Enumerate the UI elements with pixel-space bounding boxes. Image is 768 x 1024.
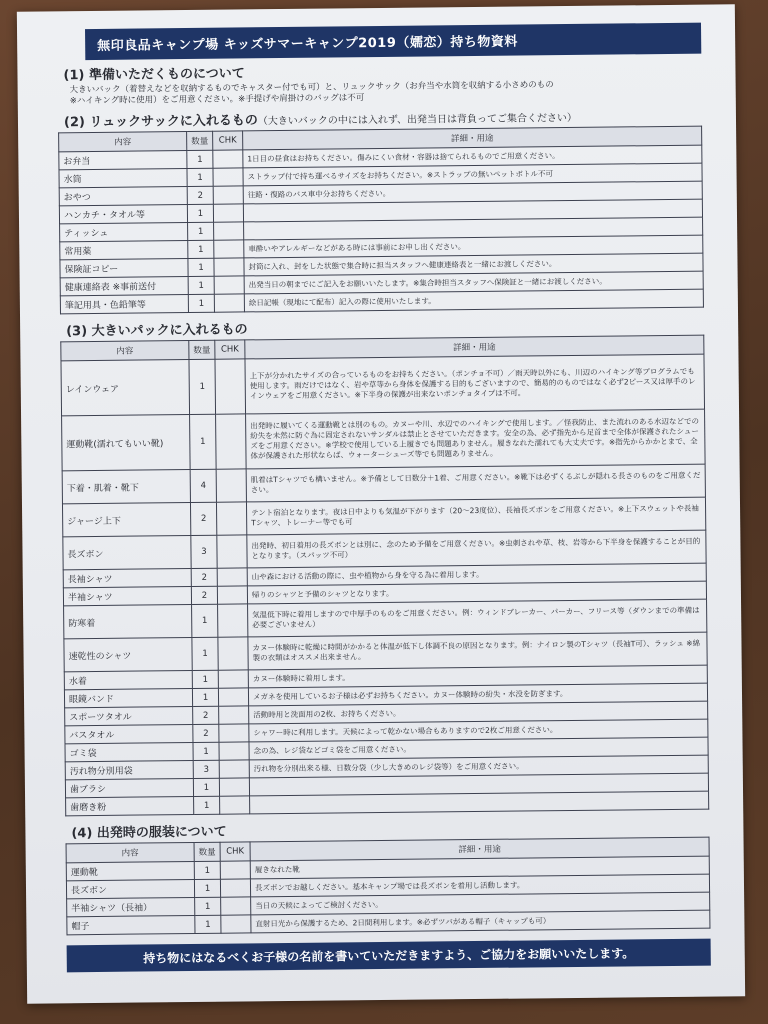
item-cell: 半袖シャツ（長袖）: [67, 897, 195, 916]
section4-title: (4) 出発時の服装について: [71, 824, 227, 842]
qty-cell: 1: [192, 670, 218, 688]
chk-cell[interactable]: [217, 568, 247, 586]
col-chk-header: CHK: [215, 340, 245, 359]
col-detail-header: 詳細・用途: [243, 126, 702, 150]
item-cell: おやつ: [59, 187, 187, 206]
detail-cell: 1日目の昼食はお持ちください。傷みにくい食材・容器は捨てられるものでご用意ください。: [243, 145, 702, 168]
item-cell: 筆記用具・色鉛筆等: [60, 295, 188, 314]
chk-cell[interactable]: [220, 796, 250, 814]
detail-cell: 車酔いやアレルギーなどがある時には事前にお申し出ください。: [244, 235, 703, 258]
chk-cell[interactable]: [218, 688, 248, 706]
detail-cell: 汚れ物を分別出来る様、日数分袋（少し大きめのレジ袋等）をご用意ください。: [249, 755, 708, 778]
chk-cell[interactable]: [219, 760, 249, 778]
section4-rows: [66, 856, 710, 935]
chk-cell[interactable]: [219, 706, 249, 724]
qty-cell: 1: [188, 258, 214, 276]
col-qty-header: 数量: [187, 131, 213, 150]
section3-rows: [61, 354, 709, 816]
col-item-header: 内容: [66, 842, 194, 862]
qty-cell: 1: [194, 796, 220, 814]
section2-title-text: (2) リュックサックに入れるもの: [63, 113, 258, 131]
section2-rows: [59, 145, 704, 314]
chk-cell[interactable]: [220, 861, 250, 879]
chk-cell[interactable]: [218, 637, 248, 670]
qty-cell: 1: [187, 150, 213, 168]
item-cell: ジャージ上下: [62, 502, 190, 536]
item-cell: 水筒: [59, 169, 187, 188]
chk-cell[interactable]: [218, 604, 248, 637]
qty-cell: 1: [188, 240, 214, 258]
document-sheet: [17, 4, 745, 1003]
chk-cell[interactable]: [218, 670, 248, 688]
item-cell: 水着: [64, 670, 192, 689]
document-title: 無印良品キャンプ場 キッズサマーキャンプ2019（嬬恋）持ち物資料: [85, 23, 701, 60]
item-cell: バスタオル: [65, 724, 193, 743]
chk-cell[interactable]: [213, 186, 243, 204]
detail-cell: 長ズボンでお越しください。基本キャンプ場では長ズボンを着用し活動します。: [250, 874, 709, 897]
chk-cell[interactable]: [221, 897, 251, 915]
qty-cell: 2: [193, 706, 219, 724]
detail-cell: [250, 791, 709, 814]
col-chk-header: CHK: [213, 131, 243, 150]
col-item-header: 内容: [59, 132, 187, 152]
detail-cell: 往路・復路のバス車中分お持ちください。: [243, 181, 702, 204]
item-cell: 運動靴(濡れてもいい靴): [62, 414, 191, 470]
chk-cell[interactable]: [214, 258, 244, 276]
table-row: [62, 409, 706, 471]
detail-cell: 出発時に履いてくる運動靴とは別のもの。カヌーや川、水辺でのハイキングで使用します。／怪我防止、また流れのある水辺などでの紛失を未然に防ぐ為に固定されないサンダルは禁止とさせていただきます。安全の為、必ず指先から足首まで全体が保護されたシューズをご用意ください。※学校で使用している上履きでも問題ありません。履きなれた濡れても大丈夫です。※指先からかかとまで、全体が保護された形状ならば、ウォーターシューズ等でも問題ありません。: [246, 409, 706, 469]
item-cell: 健康連絡表 ※事前送付: [60, 277, 188, 296]
item-cell: 長袖シャツ: [63, 568, 191, 587]
item-cell: 半袖シャツ: [63, 586, 191, 605]
chk-cell[interactable]: [217, 535, 247, 568]
section1-line-1: 大きいバック（着替えなどを収納するものでキャスター付でも可）と、リュックサック（お弁当や水筒を収納する小さめのもの: [69, 80, 554, 96]
item-cell: 速乾性のシャツ: [64, 637, 192, 671]
item-cell: 汚れ物分別用袋: [65, 760, 193, 779]
qty-cell: 2: [187, 186, 213, 204]
chk-cell[interactable]: [214, 276, 244, 294]
detail-cell: ストラップ付で持ち運べるサイズをお持ちください。※ストラップの無いペットボトル不可: [243, 163, 702, 186]
item-cell: ゴミ袋: [65, 742, 193, 761]
item-cell: 歯ブラシ: [65, 778, 193, 797]
footer-banner: 持ち物にはなるべくお子様の名前を書いていただきますよう、ご協力をお願いいたします。: [67, 939, 711, 973]
section1-title: (1) 準備いただくものについて: [63, 66, 245, 84]
chk-cell[interactable]: [219, 742, 249, 760]
chk-cell[interactable]: [220, 879, 250, 897]
qty-cell: 1: [188, 294, 214, 312]
table-row: [61, 354, 705, 416]
detail-cell: 気温低下時に着用しますので中厚手のものをご用意ください。例：ウィンドブレーカー、パーカー、フリース等（ダウンまでの準備は必要ございません）: [248, 599, 707, 637]
detail-cell: 絵日記帳（現地にて配布）記入の際に使用いたします。: [244, 289, 703, 312]
item-cell: 保険証コピー: [60, 259, 188, 278]
qty-cell: 4: [190, 469, 216, 502]
chk-cell[interactable]: [213, 150, 243, 168]
col-chk-header: CHK: [220, 842, 250, 861]
qty-cell: 1: [187, 204, 213, 222]
chk-cell[interactable]: [217, 586, 247, 604]
detail-cell: 帰りのシャツと予備のシャツとなります。: [247, 581, 706, 604]
item-cell: 運動靴: [66, 861, 194, 880]
chk-cell[interactable]: [213, 204, 243, 222]
chk-cell[interactable]: [216, 469, 246, 502]
item-cell: 長ズボン: [66, 879, 194, 898]
detail-cell: 履きなれた靴: [250, 856, 709, 879]
item-cell: 防寒着: [64, 604, 192, 638]
item-cell: 下着・肌着・靴下: [62, 469, 190, 503]
col-item-header: 内容: [61, 341, 189, 361]
detail-cell: テント宿泊となります。夜は日中よりも気温が下がります（20～23度位）、長袖長ズボンをご用意ください。※上下スウェットや長袖Tシャツ、トレーナー等でも可: [246, 497, 705, 535]
chk-cell[interactable]: [219, 778, 249, 796]
chk-cell[interactable]: [214, 240, 244, 258]
qty-cell: 1: [188, 222, 214, 240]
col-detail-header: 詳細・用途: [245, 335, 704, 359]
section2-note: （大きいバックの中には入れず、出発当日は背負ってご集合ください）: [257, 112, 578, 128]
section1-line-2: ※ハイキング時に使用）をご用意ください。※手提げや肩掛けのバッグは不可: [69, 93, 365, 107]
qty-cell: 1: [192, 604, 218, 637]
detail-cell: 念の為、レジ袋などゴミ袋をご用意ください。: [249, 737, 708, 760]
qty-cell: 1: [190, 414, 217, 469]
qty-cell: 1: [192, 688, 218, 706]
detail-cell: 出発時、初日着用の長ズボンとは別に、念のため予備をご用意ください。※虫刺されや草、枝、岩等から下半身を保護することが目的となります。（スパッツ不可）: [247, 530, 706, 568]
item-cell: スポーツタオル: [65, 706, 193, 725]
qty-cell: 1: [194, 879, 220, 897]
item-cell: レインウェア: [61, 360, 190, 416]
detail-cell: 上下が分かれたサイズの合っているものをお持ちください。（ポンチョ不可）／雨天時以外にも、川辺のハイキング等プログラムでも使用します。雨だけではなく、岩や草等から身体を保護する目的もございますので、簡易的のものではなく必ず2ピース又は厚手のレインウェアをご用意ください。※下半身の保護が出来ないポンチョタイプは不可。: [245, 354, 705, 414]
detail-cell: カヌー体験時に乾燥に時間がかかると体温が低下し体調不良の原因となります。例：ナイロン製のTシャツ（長袖T可）、ラッシュ ※綿製の衣類はオススメ出来ません。: [248, 632, 707, 670]
col-qty-header: 数量: [194, 842, 220, 861]
detail-cell: メガネを使用しているお子様は必ずお持ちください。カヌー体験時の紛失・水没を防ぎます。: [248, 683, 707, 706]
qty-cell: 2: [191, 568, 217, 586]
qty-cell: 3: [193, 760, 219, 778]
qty-cell: 1: [193, 778, 219, 796]
chk-cell[interactable]: [221, 915, 251, 933]
qty-cell: 2: [193, 724, 219, 742]
qty-cell: 1: [195, 915, 221, 933]
item-cell: ハンカチ・タオル等: [59, 205, 187, 224]
qty-cell: 2: [190, 502, 216, 535]
section2-table: [58, 126, 704, 315]
detail-cell: カヌー体験時に着用します。: [248, 665, 707, 688]
detail-cell: シャワー時に利用します。天候によって乾かない場合もありますので2枚ご用意ください。: [249, 719, 708, 742]
col-qty-header: 数量: [189, 340, 215, 359]
detail-cell: 出発当日の朝までにご記入をお願いいたします。※集合時担当スタッフへ保険証と一緒にお渡しください。: [244, 271, 703, 294]
section3-title: (3) 大きいパックに入れるもの: [66, 322, 248, 340]
qty-cell: 1: [194, 861, 220, 879]
item-cell: 歯磨き粉: [66, 796, 194, 815]
chk-cell[interactable]: [216, 502, 246, 535]
section4-table: [66, 837, 711, 936]
qty-cell: 1: [187, 168, 213, 186]
detail-cell: 直射日光から保護するため、2日間利用します。※必ずツバがある帽子（キャップも可）: [251, 910, 710, 933]
item-cell: 長ズボン: [63, 535, 191, 569]
chk-cell[interactable]: [214, 222, 244, 240]
chk-cell[interactable]: [213, 168, 243, 186]
item-cell: ティッシュ: [60, 223, 188, 242]
detail-cell: 肌着はTシャツでも構いません。※予備として日数分＋1着、ご用意ください。※靴下は必ずくるぶしが隠れる長さのものをご用意ください。: [246, 464, 705, 502]
detail-cell: 山や森における活動の際に、虫や植物から身を守る為に着用します。: [247, 563, 706, 586]
chk-cell[interactable]: [214, 294, 244, 312]
detail-cell: 当日の天候によってご検討ください。: [251, 892, 710, 915]
detail-cell: 活動時用と洗面用の2枚、お持ちください。: [249, 701, 708, 724]
qty-cell: 1: [189, 359, 216, 414]
qty-cell: 1: [188, 276, 214, 294]
item-cell: お弁当: [59, 151, 187, 170]
qty-cell: 1: [193, 742, 219, 760]
detail-cell: 封筒に入れ、封をした状態で集合時に担当スタッフへ健康連絡表と一緒にお渡しください。: [244, 253, 703, 276]
chk-cell[interactable]: [219, 724, 249, 742]
qty-cell: 1: [192, 637, 218, 670]
col-detail-header: 詳細・用途: [250, 837, 709, 861]
item-cell: 常用薬: [60, 241, 188, 260]
qty-cell: 1: [195, 897, 221, 915]
item-cell: 帽子: [67, 915, 195, 934]
chk-cell[interactable]: [216, 414, 247, 469]
chk-cell[interactable]: [215, 359, 246, 414]
item-cell: 眼鏡バンド: [64, 688, 192, 707]
section3-table: [60, 335, 709, 817]
qty-cell: 3: [191, 535, 217, 568]
qty-cell: 2: [191, 586, 217, 604]
